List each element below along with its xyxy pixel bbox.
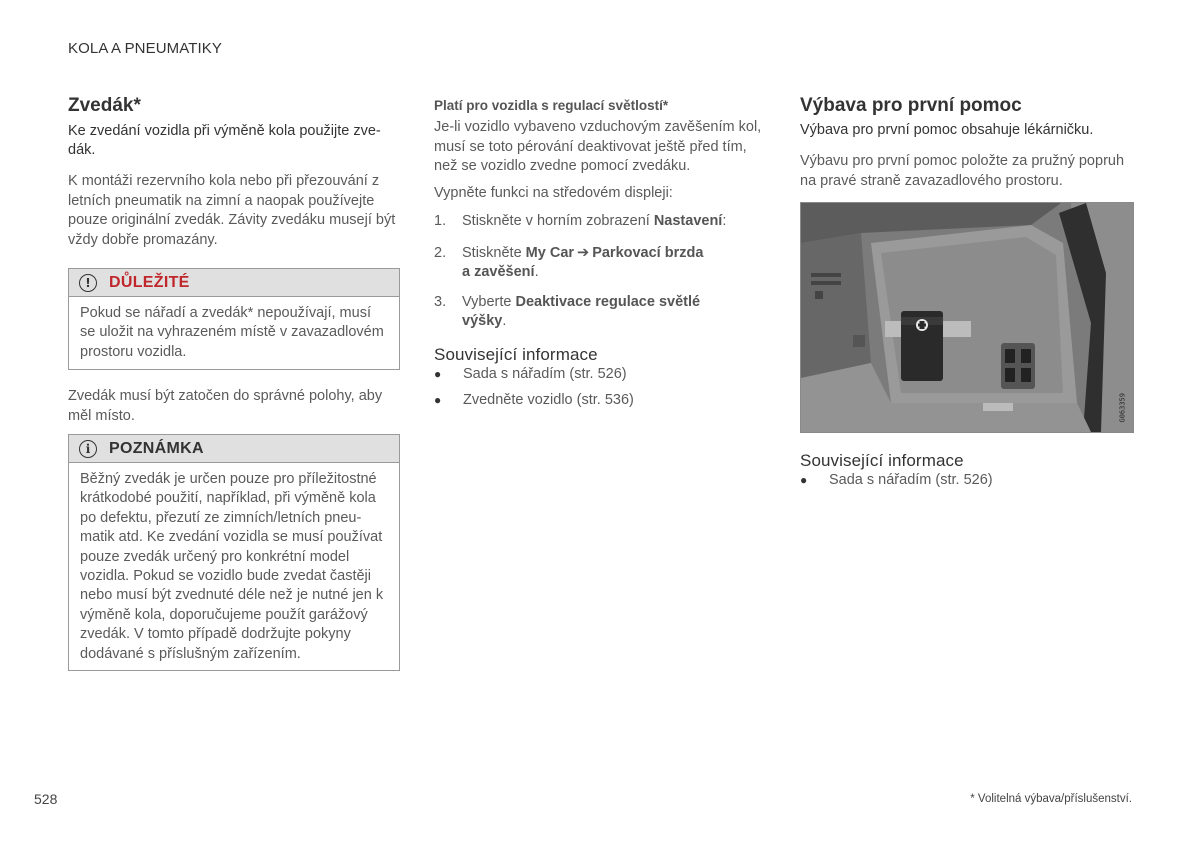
related-list [434, 365, 769, 410]
note-header [69, 435, 399, 463]
important-title: DŮLEŽITÉ [109, 273, 190, 291]
section-header: KOLA A PNEUMATIKY [68, 40, 222, 57]
steps-list [434, 212, 769, 332]
note-title: POZNÁMKA [109, 439, 204, 457]
related-link[interactable]: Zvedněte vozidlo (str. 536) [463, 391, 634, 408]
related-item[interactable]: ● Sada s nářadím (str. 526) [434, 365, 769, 385]
jack-title: Zvedák* [68, 95, 141, 116]
trunk-illustration [800, 202, 1134, 433]
related-info-title-2: Související informace [800, 451, 964, 470]
note-box [68, 434, 400, 671]
arrow-right-icon: ➔ [577, 244, 590, 261]
important-body: Pokud se nářadí a zvedák* nepoužívají, musí se uložit na vyhrazeném místě v zavazadlovém prostoru vozidla. [80, 305, 384, 360]
page-number: 528 [34, 791, 58, 807]
note-body: Běžný zvedák je určen pouze pro příležitostné krátkodobé použití, například, při výměně kola po defektu, přezutí ze zimních/letních pneu-matik atd. Ke zvedání vozidla se musí používat pouze zvedák určený pro konkrétní model vozidla. Pokud se vozidlo bude zvedat častěji nebo musí být zvednuté déle než je nutné jen k výměně kola, doporučujeme použít garážový zvedák. V tomto případě dodržujte pokyny dodávané s příslušným zařízením. [80, 471, 384, 662]
related-item[interactable]: ● Zvedněte vozidlo (str. 536) [434, 391, 769, 411]
my-car-label: My Car [525, 244, 575, 261]
air-suspension-text: Je-li vozidlo vybaveno vzduchovým zavěšením kol, musí se toto pérování deaktivovat ještě před tím, než se vozidlo zvedne pomocí zvedáku. [434, 119, 762, 174]
related-list-2 [800, 471, 1140, 491]
footnote: * Volitelná výbava/příslušenství. [970, 793, 1132, 805]
related-info-title: Související informace [434, 345, 598, 364]
related-link[interactable]: Sada s nářadím (str. 526) [829, 472, 993, 488]
suspension-label: a zavěšení [462, 264, 535, 280]
important-header [69, 269, 399, 297]
first-aid-title: Výbava pro první pomoc [800, 95, 1022, 116]
jack-position-text: Zvedák musí být zatočen do správné polohy, aby měl místo. [68, 388, 383, 424]
first-aid-lead: Výbava pro první pomoc obsahuje lékárničku. [800, 122, 1094, 138]
info-icon: i [79, 440, 97, 458]
jack-lead: Ke zvedání vozidla při výměně kola použijte zve-dák. [68, 123, 381, 158]
trunk-illustration-svg [801, 203, 1133, 432]
important-box [68, 268, 400, 370]
step-item: 2. Stiskněte My Car ➔ Parkovací brzda a zavěšení. [434, 244, 704, 280]
image-code: G063359 [1119, 393, 1127, 423]
height-label: výšky [462, 313, 503, 329]
related-link[interactable]: Sada s nářadím (str. 526) [463, 366, 627, 382]
parking-brake-label: Parkovací brzda [592, 244, 704, 261]
air-suspension-subtitle: Platí pro vozidla s regulací světlostí* [434, 98, 669, 113]
warning-icon: ! [79, 274, 97, 292]
step-item: 3. Vyberte Deaktivace regulace světlé výšky. [434, 293, 701, 329]
first-aid-text: Výbavu pro první pomoc položte za pružný popruh na pravé straně zavazadlového prostoru. [800, 153, 1125, 189]
deactivate-label: Deaktivace regulace světlé [515, 293, 701, 310]
center-display-text: Vypněte funkci na středovém displeji: [434, 185, 673, 201]
settings-label: Nastavení [653, 213, 723, 229]
step-item: 1. Stiskněte v horním zobrazení Nastavení: [434, 213, 727, 229]
related-item[interactable]: ● Sada s nářadím (str. 526) [800, 471, 1140, 491]
jack-paragraph: K montáži rezervního kola nebo při přezouvání z letních pneumatik na zimní a naopak používejte pouze originální zvedák. Závity zvedáku musejí být vždy dobře promazány. [68, 173, 396, 248]
